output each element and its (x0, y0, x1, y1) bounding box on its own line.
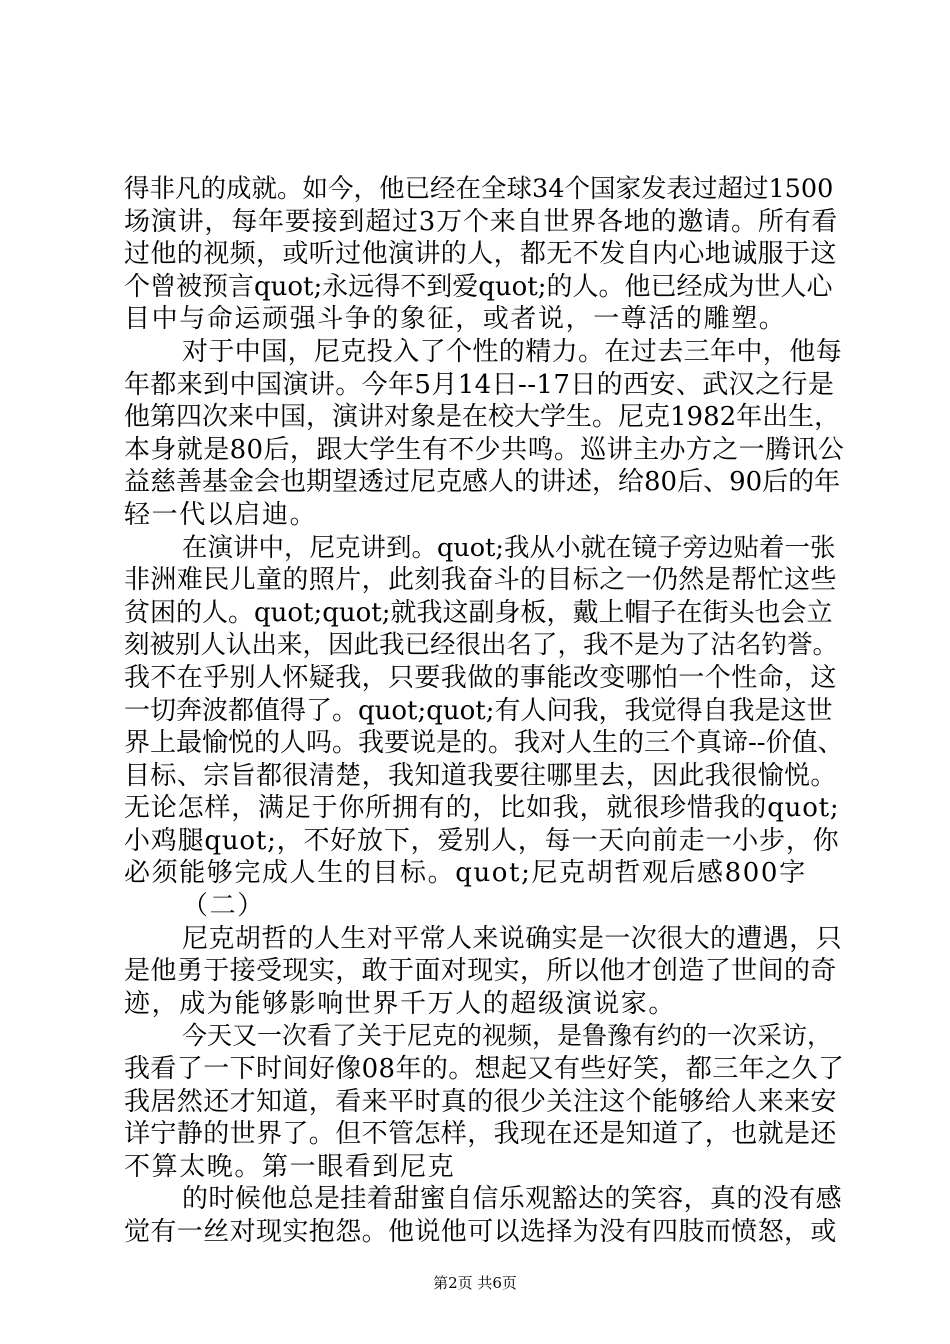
text-line: 得非凡的成就。如今，他已经在全球34个国家发表过超过1500 (124, 174, 834, 204)
text-line: 轻一代以启迪。 (124, 499, 318, 530)
text-line: 不算太晚。第一眼看到尼克 (124, 1151, 456, 1182)
text-line: 益慈善基金会也期望透过尼克感人的讲述，给80后、90后的年 (124, 467, 841, 498)
text-line: 我看了一下时间好像08年的。想起又有些好笑，都三年之久了 (124, 1054, 845, 1085)
text-line: 迹，成为能够影响世界千万人的超级演说家。 (124, 988, 677, 1019)
text-line: 无论怎样，满足于你所拥有的，比如我，就很珍惜我的quot; (124, 793, 840, 824)
section-heading: （二） (182, 891, 265, 922)
text-line: 本身就是80后，跟大学生有不少共鸣。巡讲主办方之一腾讯公 (124, 434, 845, 465)
text-line: 我居然还才知道，看来平时真的很少关注这个能够给人来来安 (124, 1086, 837, 1117)
text-line: 目标、宗旨都很清楚，我知道我要往哪里去，因此我很愉悦。 (124, 760, 837, 791)
text-line: 我不在乎别人怀疑我，只要我做的事能改变哪怕一个性命，这 (124, 662, 837, 693)
text-line: 目中与命运顽强斗争的象征，或者说，一尊活的雕塑。 (124, 304, 787, 335)
text-line: 场演讲，每年要接到超过3万个来自世界各地的邀请。所有看 (124, 206, 839, 237)
text-line: 小鸡腿quot;，不好放下，爱别人，每一天向前走一小步，你 (124, 825, 840, 856)
paragraph-start-line: 在演讲中，尼克讲到。quot;我从小就在镜子旁边贴着一张 (182, 532, 836, 563)
text-line: 详宁静的世界了。但不管怎样，我现在还是知道了，也就是还 (124, 1119, 837, 1150)
document-body (124, 173, 844, 1249)
text-line: 必须能够完成人生的目标。quot;尼克胡哲观后感800字 (124, 858, 807, 889)
paragraph-start-line: 对于中国，尼克投入了个性的精力。在过去三年中，他每 (182, 336, 843, 367)
paragraph-start-line: 的时候他总是挂着甜蜜自信乐观豁达的笑容，真的没有感 (182, 1184, 843, 1215)
paragraph-start-line: 尼克胡哲的人生对平常人来说确实是一次很大的遭遇，只 (182, 923, 843, 954)
text-line: 觉有一丝对现实抱怨。他说他可以选择为没有四肢而愤怒，或 (124, 1217, 837, 1247)
paragraph-start-line: 今天又一次看了关于尼克的视频，是鲁豫有约的一次采访， (182, 1021, 833, 1051)
text-line: 过他的视频，或听过他演讲的人，都无不发自内心地诚服于这 (124, 239, 837, 270)
text-line: 是他勇于接受现实，敢于面对现实，所以他才创造了世间的奇 (124, 956, 837, 987)
text-line: 刻被别人认出来，因此我已经很出名了，我不是为了沽名钓誉。 (124, 630, 839, 661)
text-line: 界上最愉悦的人吗。我要说是的。我对人生的三个真谛--价值、 (124, 728, 844, 759)
text-line: 他第四次来中国，演讲对象是在校大学生。尼克1982年出生， (124, 402, 841, 433)
text-line: 贫困的人。quot;quot;就我这副身板，戴上帽子在街头也会立 (124, 597, 833, 628)
page-number-footer: 第2页 共6页 (433, 1274, 517, 1292)
text-line: 非洲难民儿童的照片，此刻我奋斗的目标之一仍然是帮忙这些 (124, 565, 837, 596)
text-line: 年都来到中国演讲。今年5月14日--17日的西安、武汉之行是 (124, 369, 835, 400)
text-line: 个曾被预言quot;永远得不到爱quot;的人。他已经成为世人心 (124, 271, 833, 302)
text-line: 一切奔波都值得了。quot;quot;有人问我，我觉得自我是这世 (124, 695, 833, 726)
